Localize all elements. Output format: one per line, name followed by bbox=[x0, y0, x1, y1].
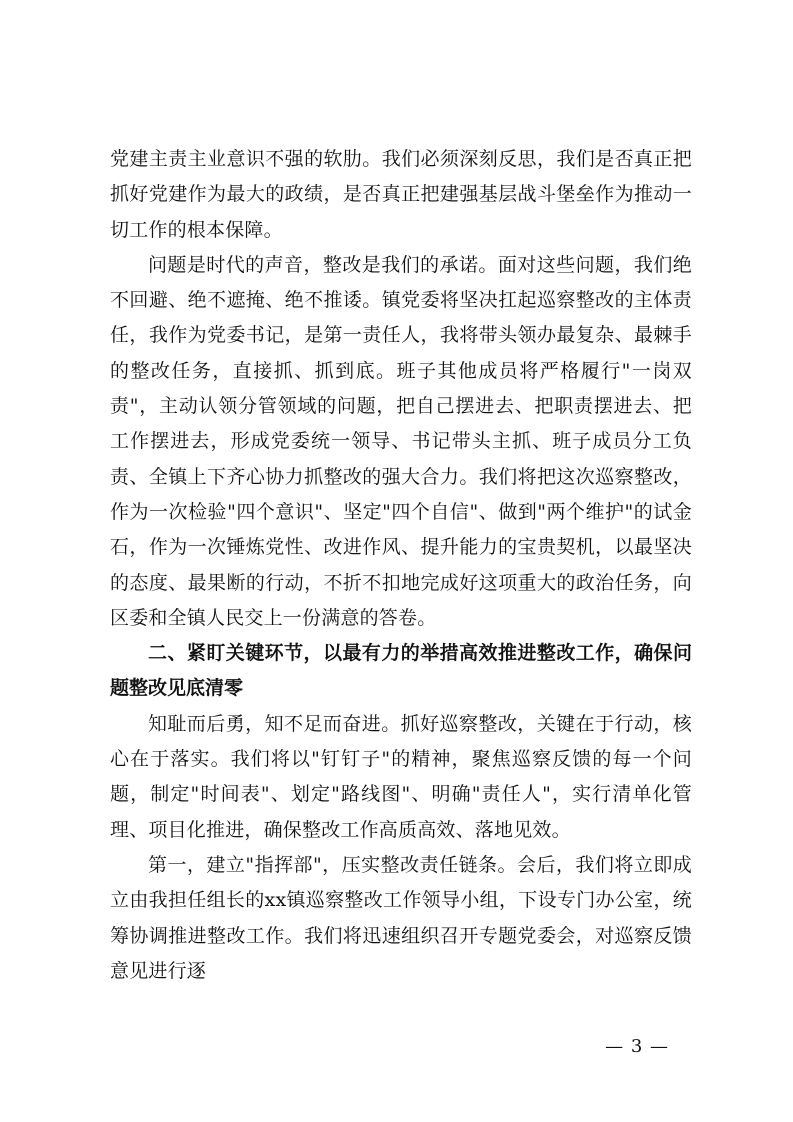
paragraph-first-measure: 第一，建立"指挥部"，压实整改责任链条。会后，我们将立即成立由我担任组长的xx镇巡察整改工作领导小组，下设专门办公室，统筹协调推进整改工作。我们将迅速组织召开专题党委会，对巡察反馈意见进行逐 bbox=[110, 853, 692, 982]
paragraph-problem-commitment: 问题是时代的声音，整改是我们的承诺。面对这些问题，我们绝不回避、绝不遮掩、绝不推诿。镇党委将坚决扛起巡察整改的主体责任，我作为党委书记，是第一责任人，我将带头领办最复杂、最棘手的整改任务，直接抓、抓到底。班子其他成员将严格履行"一岗双责"，主动认领分管领域的问题，把自己摆进去、把职责摆进去、把工作摆进去，形成党委统一领导、书记带头主抓、班子成员分工负责、全镇上下齐心协力抓整改的强大合力。我们将把这次巡察整改，作为一次检验"四个意识"、坚定"四个自信"、做到"两个维护"的试金石，作为一次锤炼党性、改进作风、提升能力的宝贵契机，以最坚决的态度、最果断的行动，不折不扣地完成好这项重大的政治任务，向区委和全镇人民交上一份满意的答卷。 bbox=[110, 253, 692, 629]
page-number: — 3 — bbox=[605, 1036, 669, 1057]
paragraph-action: 知耻而后勇，知不足而奋进。抓好巡察整改，关键在于行动，核心在于落实。我们将以"钉钉子"的精神，聚焦巡察反馈的每一个问题，制定"时间表"、划定"路线图"、明确"责任人"，实行清单化管理、项目化推进，确保整改工作高质高效、落地见效。 bbox=[110, 712, 692, 841]
section-heading: 二、紧盯关键环节，以最有力的举措高效推进整改工作，确保问题整改见底清零 bbox=[110, 642, 692, 700]
paragraph-continued: 党建主责主业意识不强的软肋。我们必须深刻反思，我们是否真正把抓好党建作为最大的政绩，是否真正把建强基层战斗堡垒作为推动一切工作的根本保障。 bbox=[110, 148, 692, 241]
document-body bbox=[110, 142, 692, 989]
